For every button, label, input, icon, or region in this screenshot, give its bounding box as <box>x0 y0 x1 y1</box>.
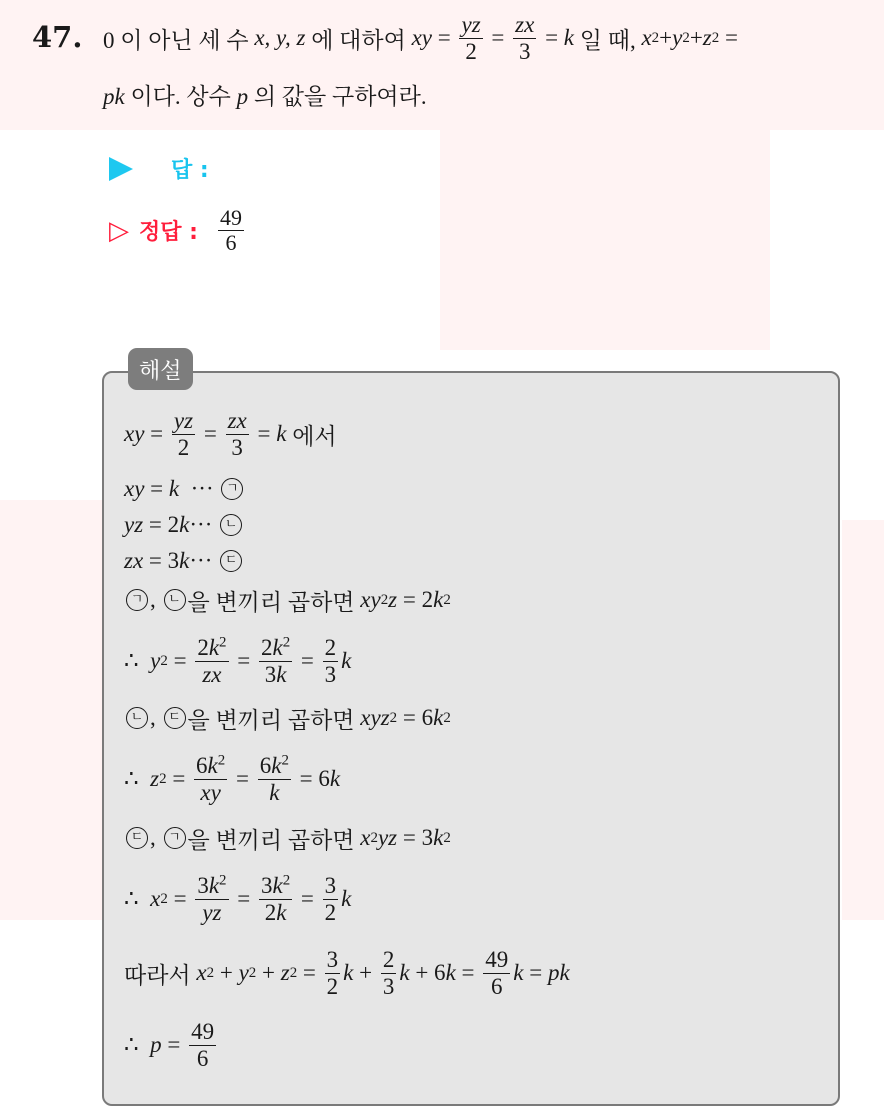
answer-row <box>109 153 209 184</box>
solution-line: xy = $\frac{yz}{2}$ = $\frac{zx}{3}$ = k 에서 <box>124 408 337 460</box>
question-intro: 0 이 아닌 세 수 <box>103 27 249 53</box>
question-particle: 에 대하여 <box>311 27 406 53</box>
solution-line: zx = 3 k ··· ㄷ <box>124 546 244 576</box>
watermark <box>440 130 770 350</box>
solution-line: xy = k ··· ㄱ <box>124 474 245 504</box>
solution-tab: 해설 <box>128 348 193 390</box>
correct-label: 정답 : <box>139 220 198 246</box>
question-number: 47. <box>32 20 83 54</box>
question-ask: 의 값을 구하여라. <box>253 84 427 109</box>
question-text-line1: 0 이 아닌 세 수 x, y, z 에 대하여 xy = $\frac{yz}{2}$ = $\frac{zx}{3}$ = k 일 때, x 2 + y 2 + z 2 = <box>103 12 738 64</box>
solution-line: yz = 2 k ··· ㄴ <box>124 510 244 540</box>
outline-triangle-icon: ▷ <box>109 215 129 246</box>
solution-line: ∴ z 2 = $\frac{6k^2}{xy}$ = $\frac{6k^2}{k}$ = 6 k <box>124 752 341 805</box>
circled-marker: ㄷ <box>220 550 242 572</box>
question-when: 일 때, <box>579 27 636 53</box>
solution-line: ㄷ , ㄱ 을 변끼리 곱하면 x 2 yz = 3 k 2 <box>124 822 451 854</box>
solution-line: ㄴ , ㄷ 을 변끼리 곱하면 xyz 2 = 6 k 2 <box>124 702 451 734</box>
correct-value: $\frac{49}{6}$ <box>219 205 242 256</box>
correct-answer-row <box>109 206 247 255</box>
filled-triangle-icon <box>109 157 133 181</box>
circled-marker: ㄴ <box>220 514 242 536</box>
answer-label: 답 : <box>171 158 209 183</box>
fraction: $\frac{zx}{3}$ <box>515 12 535 64</box>
question-vars: x, y, z <box>254 25 306 50</box>
solution-line: 따라서 x 2 + y 2 + z 2 = $\frac{3}{2}$ k + $\frac{2}{3}$ k + 6 k = $\frac{49}{6}$ k = pk <box>124 947 570 999</box>
solution-line: ㄱ , ㄴ 을 변끼리 곱하면 xy 2 z = 2 k 2 <box>124 584 451 616</box>
circled-marker: ㄱ <box>221 478 243 500</box>
solution-line: ∴ y 2 = $\frac{2k^2}{zx}$ = $\frac{2k^2}{3k}$ = $\frac{2}{3}$ k <box>124 634 352 687</box>
question-is: 이다. 상수 <box>130 84 231 109</box>
question-text-line2: pk 이다. 상수 p 의 값을 구하여라. <box>103 84 427 109</box>
watermark <box>0 500 110 920</box>
solution-line: ∴ x 2 = $\frac{3k^2}{yz}$ = $\frac{3k^2}{2k}$ = $\frac{3}{2}$ k <box>124 872 352 925</box>
fraction: $\frac{yz}{2}$ <box>461 12 481 64</box>
watermark <box>842 520 884 920</box>
solution-line: ∴ p = $\frac{49}{6}$ <box>124 1019 215 1071</box>
